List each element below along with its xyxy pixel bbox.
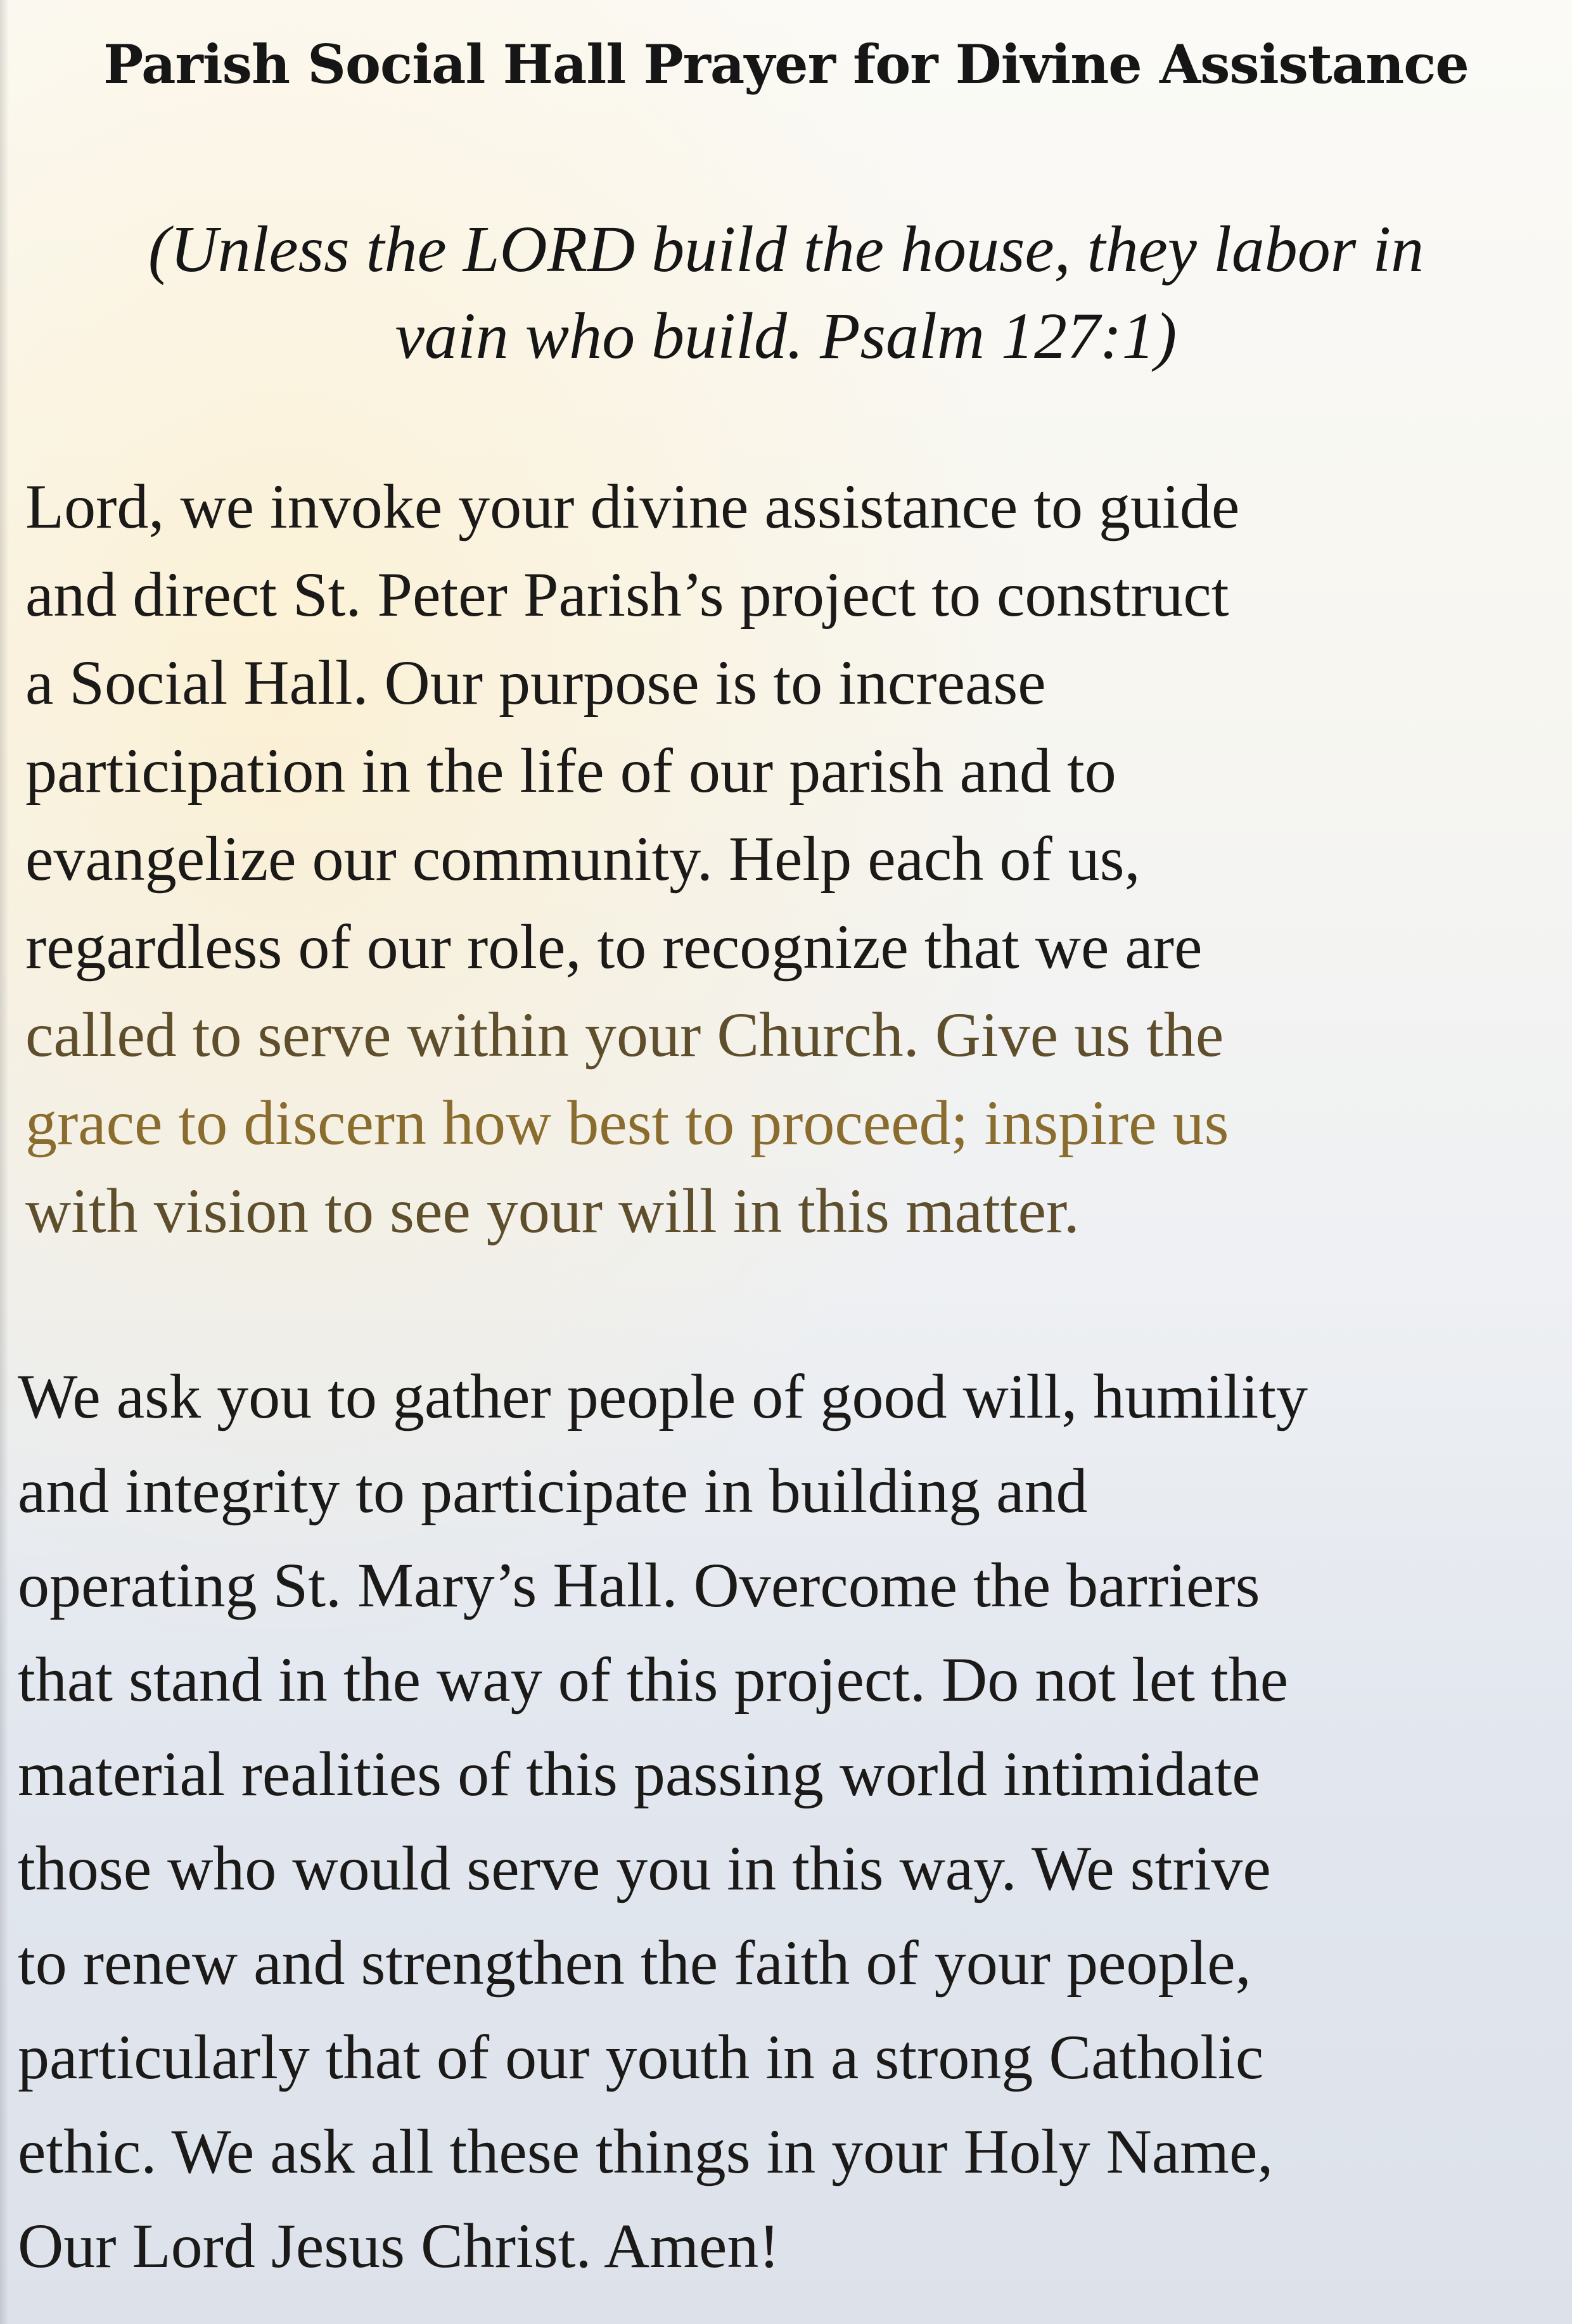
paragraph-line: particularly that of our youth in a strong Catholic	[18, 2022, 1264, 2092]
verse-line: vain who build. Psalm 127:1)	[395, 300, 1177, 372]
paragraph-line: and direct St. Peter Parish’s project to construct	[25, 559, 1229, 630]
paragraph-line: Lord, we invoke your divine assistance to guide	[25, 471, 1240, 542]
paragraph-line: grace to discern how best to proceed; inspire us	[25, 1088, 1229, 1158]
paragraph-line: We ask you to gather people of good will, humility	[18, 1361, 1308, 1432]
paragraph-line: participation in the life of our parish and to	[25, 735, 1116, 806]
paragraph-line: evangelize our community. Help each of us,	[25, 823, 1141, 894]
paragraph-line: and integrity to participate in building and	[18, 1456, 1088, 1526]
paragraph-line: ethic. We ask all these things in your Holy Name,	[18, 2116, 1274, 2187]
verse-line: (Unless the LORD build the house, they labor in	[148, 213, 1424, 286]
paragraph-line: regardless of our role, to recognize that we are	[25, 911, 1203, 982]
psalm-verse	[0, 206, 1572, 379]
paragraph-line: to renew and strengthen the faith of your people,	[18, 1927, 1251, 1998]
paragraph-line: called to serve within your Church. Give us the	[25, 1000, 1224, 1070]
paragraph-line: with vision to see your will in this matter.	[25, 1176, 1080, 1246]
paragraph-line: those who would serve you in this way. We strive	[18, 1833, 1271, 1903]
prayer-paragraph-2	[18, 1349, 1308, 2293]
paragraph-line: that stand in the way of this project. Do not let the	[18, 1644, 1289, 1715]
paragraph-line: a Social Hall. Our purpose is to increase	[25, 647, 1046, 718]
prayer-title: Parish Social Hall Prayer for Divine Assistance	[103, 33, 1469, 96]
paragraph-line: operating St. Mary’s Hall. Overcome the barriers	[18, 1550, 1260, 1620]
prayer-paragraph-1	[25, 462, 1239, 1255]
paragraph-line: material realities of this passing world intimidate	[18, 1739, 1260, 1809]
paragraph-line: Our Lord Jesus Christ. Amen!	[18, 2211, 780, 2281]
